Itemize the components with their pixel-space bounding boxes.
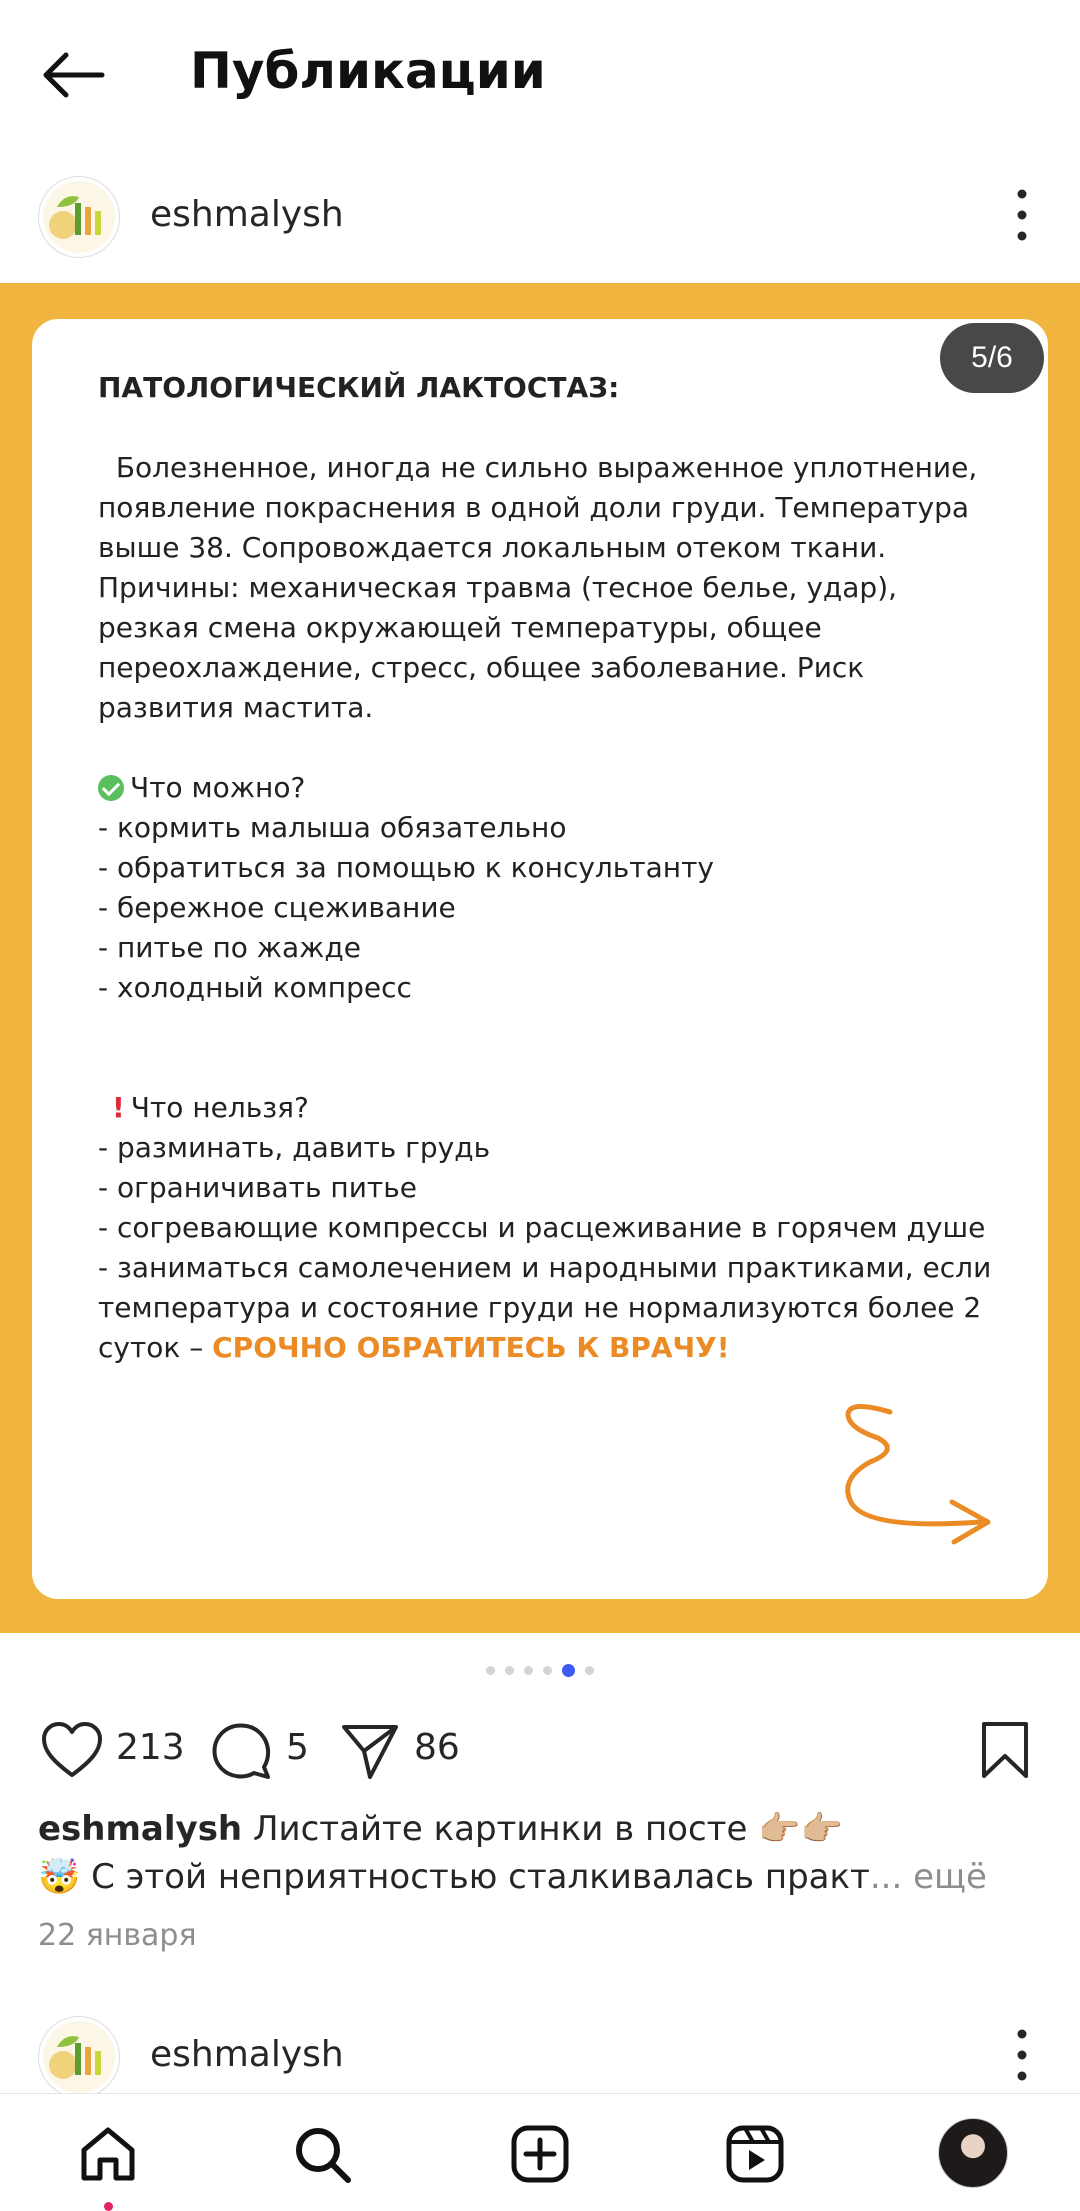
cannot-title-row xyxy=(98,1088,998,1128)
nav-home[interactable] xyxy=(68,2114,148,2194)
caption-text: Листайте картинки в посте 👉🏼👉🏼 xyxy=(252,1809,843,1849)
carousel-dot xyxy=(524,1666,533,1675)
heart-icon xyxy=(40,1721,104,1779)
likes-count: 213 xyxy=(116,1727,185,1768)
post-actions xyxy=(0,1715,1080,1785)
caption-text: 🤯 С этой неприятностью сталкивалась практ xyxy=(38,1857,870,1897)
post-header xyxy=(0,160,1080,270)
nav-profile[interactable] xyxy=(932,2114,1012,2194)
notification-dot xyxy=(104,2202,113,2211)
nav-search[interactable] xyxy=(282,2114,362,2194)
card-paragraph: Болезненное, иногда не сильно выраженное уплотнение, появление покраснения в одной доли груди. Температура выше 38. Сопровождается локальным отеком ткани. Причины: механическая травма (тесное белье, удар), резкая смена окружающей температуры, общее переохлаждение, стресс, общее заболевание. Риск развития мастита. xyxy=(98,451,987,724)
brand-logo-icon xyxy=(39,177,119,257)
more-options-icon[interactable] xyxy=(1005,180,1039,250)
paper-plane-icon xyxy=(340,1721,400,1781)
profile-avatar xyxy=(938,2118,1008,2188)
card-heading: ПАТОЛОГИЧЕСКИЙ ЛАКТОСТАЗ: xyxy=(98,371,620,404)
carousel-indicator xyxy=(0,1662,1080,1678)
caption-line xyxy=(38,1853,1048,1901)
share-button[interactable] xyxy=(340,1715,480,1785)
urgent-warning: СРОЧНО ОБРАТИТЕСЬ К ВРАЧУ! xyxy=(212,1331,730,1364)
search-icon xyxy=(292,2124,352,2184)
can-title: Что можно? xyxy=(130,771,306,804)
slide-counter-badge: 5/6 xyxy=(940,323,1044,393)
back-arrow-icon[interactable] xyxy=(38,50,108,100)
squiggle-arrow-icon xyxy=(830,1400,1000,1560)
cannot-item: - согревающие компрессы и расцеживание в горячем душе xyxy=(98,1211,986,1244)
home-icon xyxy=(78,2124,138,2184)
card-text xyxy=(98,368,998,1368)
avatar[interactable] xyxy=(38,2016,120,2098)
cannot-title: Что нельзя? xyxy=(130,1091,309,1124)
reels-icon xyxy=(725,2124,785,2184)
carousel-dot xyxy=(505,1666,514,1675)
post-username[interactable]: eshmalysh xyxy=(150,194,344,235)
post-date: 22 января xyxy=(38,1918,197,1953)
carousel-dot xyxy=(543,1666,552,1675)
comment-button[interactable] xyxy=(212,1715,322,1785)
check-mark-icon xyxy=(98,775,124,801)
carousel-dot xyxy=(486,1666,495,1675)
like-button[interactable] xyxy=(40,1715,200,1785)
comment-bubble-icon xyxy=(212,1721,272,1781)
top-bar xyxy=(0,0,1080,150)
shares-count: 86 xyxy=(414,1727,460,1768)
avatar[interactable] xyxy=(38,176,120,258)
can-item: - обратиться за помощью к консультанту xyxy=(98,851,714,884)
more-options-icon[interactable] xyxy=(1005,2020,1039,2090)
bookmark-icon[interactable] xyxy=(980,1720,1030,1780)
can-title-row xyxy=(98,768,998,808)
cannot-item-last xyxy=(98,1248,998,1368)
cannot-item-text: - заниматься самолечением и народными практиками, если температура и состояние груди не нормализуются более 2 суток – xyxy=(98,1251,992,1364)
cannot-item: - ограничивать питье xyxy=(98,1171,417,1204)
caption-more-link[interactable]: ... ещё xyxy=(869,1857,987,1897)
carousel-dot-active xyxy=(562,1664,575,1677)
can-item: - кормить малыша обязательно xyxy=(98,811,567,844)
caption-line xyxy=(38,1805,1048,1853)
brand-logo-icon xyxy=(39,2017,119,2097)
can-item: - бережное сцеживание xyxy=(98,891,456,924)
can-item: - питье по жажде xyxy=(98,931,361,964)
post-username[interactable]: eshmalysh xyxy=(150,2034,344,2075)
caption-username[interactable]: eshmalysh xyxy=(38,1809,243,1849)
can-item: - холодный компресс xyxy=(98,971,412,1004)
exclamation-icon: ! xyxy=(112,1091,125,1124)
add-post-icon xyxy=(510,2124,570,2184)
cannot-item: - разминать, давить грудь xyxy=(98,1131,491,1164)
post-caption xyxy=(38,1805,1048,1901)
nav-create[interactable] xyxy=(500,2114,580,2194)
page-title: Публикации xyxy=(190,42,546,100)
bottom-navigation xyxy=(0,2093,1080,2210)
carousel-dot xyxy=(585,1666,594,1675)
nav-reels[interactable] xyxy=(715,2114,795,2194)
comments-count: 5 xyxy=(286,1727,309,1768)
